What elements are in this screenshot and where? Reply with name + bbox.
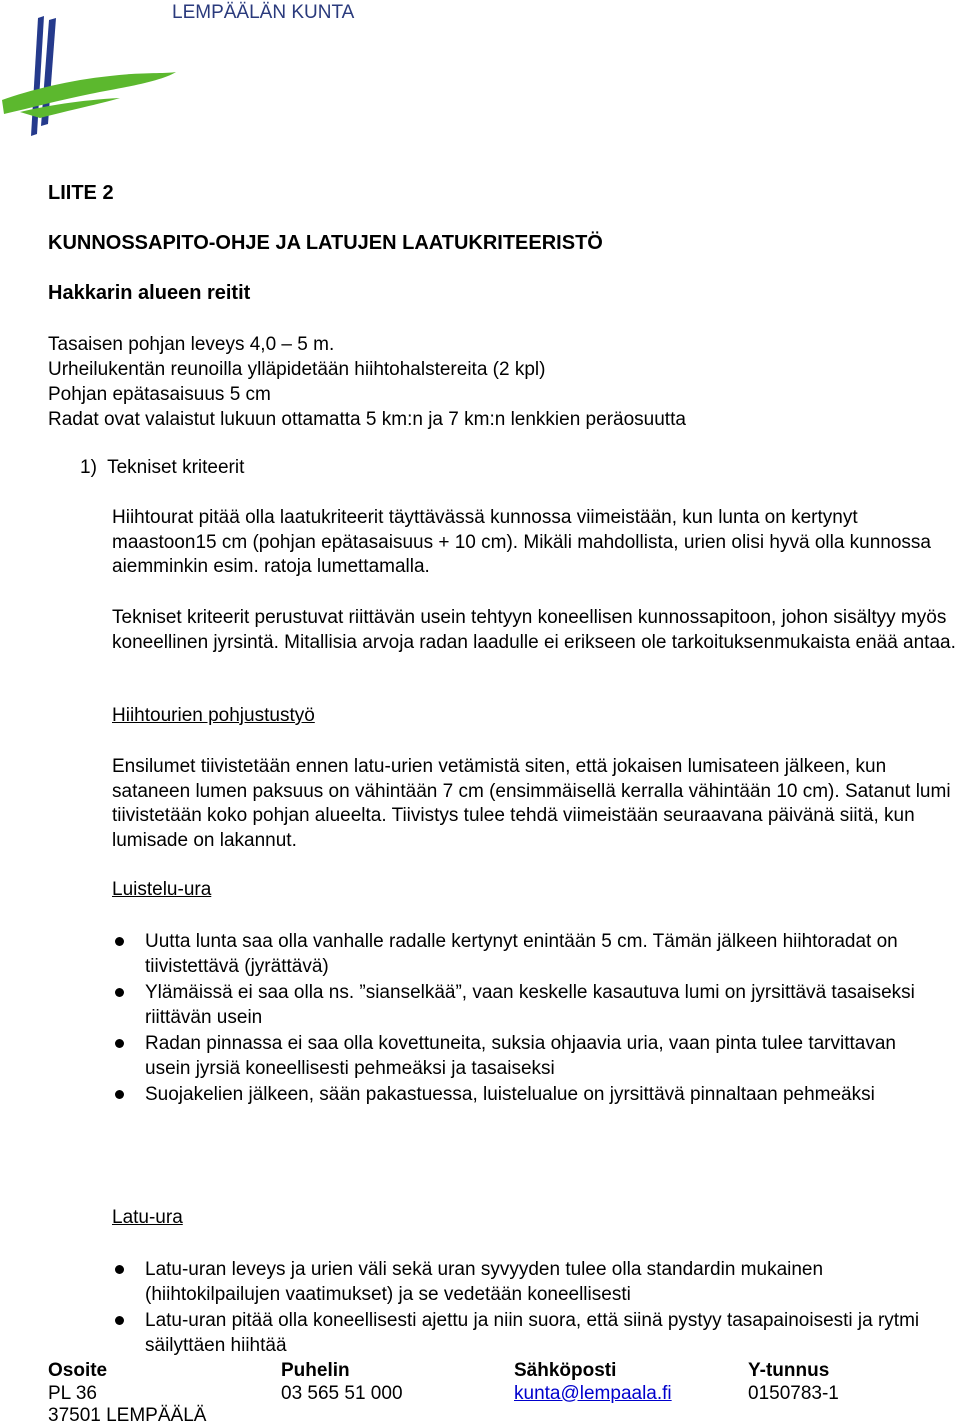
list-item: Radan pinnassa ei saa olla kovettuneita, suksia ohjaavia uria, vaan pinta tulee tarvittavan usein jyrsiä koneellisesti pehmeäksi ja tasaiseksi <box>112 1031 932 1081</box>
intro-line: Pohjan epätasaisuus 5 cm <box>48 384 271 405</box>
footer-email <box>514 1360 672 1405</box>
intro-block <box>48 332 686 432</box>
footer-phone-value: 03 565 51 000 <box>281 1382 403 1404</box>
list-item: Uutta lunta saa olla vanhalle radalle kertynyt enintään 5 cm. Tämän jälkeen hiihtoradat on tiivistettävä (jyrättävä) <box>112 929 932 979</box>
section-heading-technical: 1) Tekniset kriteerit <box>80 457 245 478</box>
track-heading: Latu-ura <box>112 1207 183 1228</box>
skating-heading: Luistelu-ura <box>112 879 212 900</box>
list-item: Suojakelien jälkeen, sään pakastuessa, luistelualue on jyrsittävä pinnaltaan pehmeäksi <box>112 1082 932 1107</box>
list-item: Latu-uran leveys ja urien väli sekä uran syvyyden tulee olla standardin mukainen (hiihtokilpailujen vaatimukset) ja se vedetään koneellisesti <box>112 1257 932 1307</box>
intro-line: Urheilukentän reunoilla ylläpidetään hiihtohalstereita (2 kpl) <box>48 359 546 380</box>
groundwork-paragraph: Ensilumet tiivistetään ennen latu-urien vetämistä siten, että jokaisen lumisateen jälkeen, kun sataneen lumen paksuus on vähintään 7 cm (ensimmäisellä kerralla vähintään 10 cm). Satanut lumi tiivistetään koko pohjan alueelta. Tiivistys tulee tehdä viimeistään seuraavana päivänä siitä, kun lumisade on lakannut. <box>112 756 951 851</box>
document-title: KUNNOSSAPITO-OHJE JA LATUJEN LAATUKRITEERISTÖ <box>48 232 603 254</box>
technical-paragraph: Hiihtourat pitää olla laatukriteerit täyttävässä kunnossa viimeistään, kun lunta on kertynyt maastoon15 cm (pohjan epätasaisuus + 10 cm). Mikäli mahdollista, urien olisi hyvä olla kunnossa aiemminkin esim. ratoja lumettamalla. <box>112 507 932 577</box>
footer-phone <box>281 1360 403 1405</box>
list-item: Ylämäissä ei saa olla ns. ”sianselkää”, vaan keskelle kasautuva lumi on jyrsittävä tasaiseksi riittävän usein <box>112 980 932 1030</box>
footer-phone-label: Puhelin <box>281 1360 350 1381</box>
technical-paragraph: Tekniset kriteerit perustuvat riittävän usein tehtyyn koneellisen kunnossapitoon, johon sisältyy myös koneellinen jyrsintä. Mitallisia arvoja radan laadulle ei erikseen ole tarkoituksenmukaista enää antaa. <box>112 607 956 653</box>
skating-list <box>112 929 932 1108</box>
document-subtitle: Hakkarin alueen reitit <box>48 282 251 304</box>
list-item: Latu-uran pitää olla koneellisesti ajettu ja niin suora, että siinä pystyy tasapainoisesti ja rytmi säilyttäen hiihtää <box>112 1308 932 1358</box>
footer-address <box>48 1360 206 1428</box>
track-list <box>112 1257 932 1359</box>
footer-address-line2: 37501 LEMPÄÄLÄ <box>48 1405 207 1426</box>
footer-business-id <box>748 1360 839 1405</box>
intro-line: Radat ovat valaistut lukuun ottamatta 5 km:n ja 7 km:n lenkkien peräosuutta <box>48 409 686 430</box>
annex-label: LIITE 2 <box>48 182 114 204</box>
groundwork-heading: Hiihtourien pohjustustyö <box>112 705 315 726</box>
municipality-logo <box>0 14 180 139</box>
footer-email-label: Sähköposti <box>514 1360 617 1381</box>
footer-address-line1: PL 36 <box>48 1382 97 1404</box>
footer-email-link[interactable]: kunta@lempaala.fi <box>514 1382 672 1404</box>
header-org-name: LEMPÄÄLÄN KUNTA <box>172 2 355 23</box>
footer-business-id-label: Y-tunnus <box>748 1360 830 1381</box>
footer-address-label: Osoite <box>48 1360 108 1381</box>
footer-business-id-value: 0150783-1 <box>748 1382 839 1404</box>
intro-line: Tasaisen pohjan leveys 4,0 – 5 m. <box>48 334 335 355</box>
